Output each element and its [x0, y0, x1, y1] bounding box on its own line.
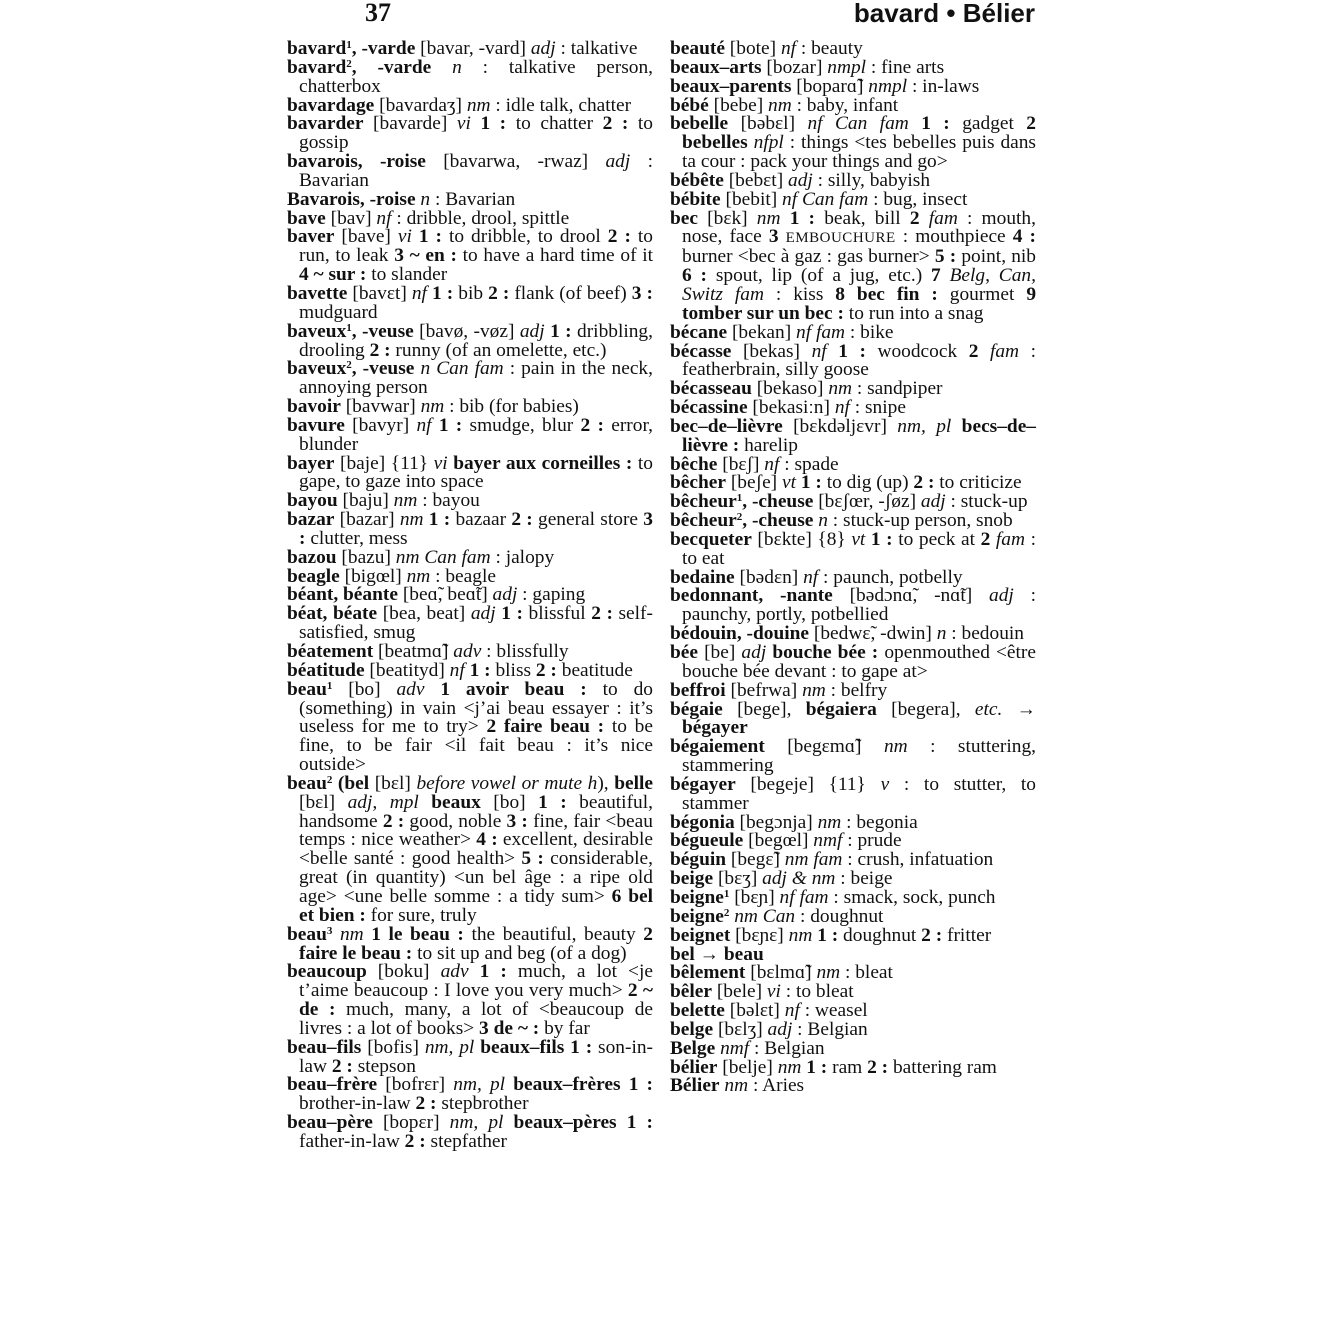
dictionary-entry: Bélier nm : Aries	[670, 1075, 805, 1097]
dictionary-entry: bébête [bebɛt] adj : silly, babyish	[670, 169, 931, 191]
dictionary-entry: bégaie [bege], bégaiera [begera], etc. → bégayer	[670, 698, 1037, 739]
dictionary-entry: belette [bəlɛt] nf : weasel	[670, 1000, 868, 1022]
dictionary-entry: bavette [bavɛt] nf 1 : bib 2 : flank (of beef) 3 : mudguard	[287, 282, 653, 323]
page-number: 37	[365, 0, 391, 27]
dictionary-entry: bégonia [begɔnja] nm : begonia	[670, 811, 918, 833]
dictionary-entry: beffroi [befrwa] nm : belfry	[670, 679, 888, 701]
dictionary-entry: bêlement [bɛlmɑ̃] nm : bleat	[670, 962, 893, 984]
dictionary-entry: bavarder [bavarde] vi 1 : to chatter 2 : to gossip	[287, 113, 653, 154]
dictionary-entry: Bavarois, -roise n : Bavarian	[287, 188, 516, 210]
dictionary-entry: belge [bɛlʒ] adj : Belgian	[670, 1018, 868, 1040]
dictionary-entry: beau$^2$ (bel [bɛl] before vowel or mute h), belle [bɛl] adj, mpl beaux [bo] 1 : beautiful, handsome 2 : good, noble 3 : fine, fair <beau temps : nice weather> 4 : excellent, desirable <belle santé : good health> 5 : considerable, great (in quantity) <un bel âge : a ripe old age> <une belle somme : a tidy sum> 6 bel et bien : for sure, truly	[287, 772, 653, 926]
dictionary-entry: becqueter [bɛkte] {8} vt 1 : to peck at 2 fam : to eat	[670, 528, 1036, 569]
dictionary-entry: beau$^3$ nm 1 le beau : the beautiful, beauty 2 faire le beau : to sit up and beg (of a dog)	[287, 923, 653, 964]
dictionary-entry: bêche [bɛʃ] nf : spade	[670, 453, 839, 475]
dictionary-entry: beige [bɛʒ] adj & nm : beige	[670, 868, 893, 890]
dictionary-entry: bazou [bazu] nm Can fam : jalopy	[287, 546, 555, 568]
dictionary-entry: beagle [bigœl] nm : beagle	[287, 565, 496, 587]
right-column	[670, 40, 1036, 1096]
dictionary-entry: beau–frère [bofrɛr] nm, pl beaux–frères 1 : brother-in-law 2 : stepbrother	[287, 1074, 654, 1115]
dictionary-entry: bel → beau	[670, 943, 764, 965]
dictionary-entry: bébé [bebe] nm : baby, infant	[670, 94, 899, 116]
dictionary-entry: bayou [baju] nm : bayou	[287, 490, 480, 512]
dictionary-entry: baveux$^2$, -veuse n Can fam : pain in the neck, annoying person	[287, 358, 653, 399]
dictionary-entry: beau–fils [bofis] nm, pl beaux–fils 1 : son-in-law 2 : stepson	[287, 1036, 653, 1077]
dictionary-entry: beaux–arts [bozar] nmpl : fine arts	[670, 56, 945, 78]
dictionary-entry: beigne$^2$ nm Can : doughnut	[670, 905, 884, 927]
dictionary-entry: bazar [bazar] nm 1 : bazaar 2 : general store 3 : clutter, mess	[287, 509, 653, 549]
dictionary-entry: bédouin, -douine [bedwɛ̃, -dwin] n : bedouin	[670, 623, 1024, 645]
dictionary-entry: bavard$^1$, -varde [bavar, -vard] adj : talkative	[287, 38, 638, 59]
dictionary-entry: bedaine [bədɛn] nf : paunch, potbelly	[670, 566, 963, 588]
dictionary-entry: bécasseau [bekaso] nm : sandpiper	[670, 378, 943, 400]
dictionary-entry: béat, béate [bea, beat] adj 1 : blissful 2 : self-satisfied, smug	[287, 603, 653, 644]
dictionary-entry: bée [be] adj bouche bée : openmouthed <être bouche bée devant : to gape at>	[670, 642, 1036, 682]
dictionary-entry: béatitude [beatityd] nf 1 : bliss 2 : beatitude	[287, 659, 633, 681]
dictionary-entry: bêcher [beʃe] vt 1 : to dig (up) 2 : to criticize	[670, 472, 1022, 494]
dictionary-entry: bégueule [begœl] nmf : prude	[670, 830, 902, 852]
page-header	[287, 0, 1035, 30]
dictionary-entry: Belge nmf : Belgian	[670, 1037, 825, 1059]
dictionary-entry: bebelle [bəbɛl] nf Can fam 1 : gadget 2 bebelles nfpl : things <tes bebelles puis dans ta cour : pack your things and go>	[670, 113, 1036, 173]
dictionary-entry: bégayer [begeje] {11} v : to stutter, to stammer	[670, 773, 1037, 814]
dictionary-entry: bélier [belje] nm 1 : ram 2 : battering ram	[670, 1056, 997, 1078]
dictionary-entry: beaux–parents [boparɑ̃] nmpl : in-laws	[670, 75, 980, 97]
dictionary-entry: béatement [beatmɑ̃] adv : blissfully	[287, 641, 569, 662]
dictionary-entry: bégaiement [begɛmɑ̃] nm : stuttering, stammering	[670, 736, 1036, 777]
dictionary-entry: baveux$^1$, -veuse [bavø, -vøz] adj 1 : dribbling, drooling 2 : runny (of an omelette, etc.)	[287, 320, 653, 361]
left-column	[287, 40, 653, 1152]
dictionary-entry: beau–père [bopɛr] nm, pl beaux–pères 1 : father-in-law 2 : stepfather	[287, 1112, 653, 1152]
dictionary-entry: beigne$^1$ [bɛɲ] nf fam : smack, sock, punch	[670, 886, 996, 908]
dictionary-entry: bavard$^2$, -varde n : talkative person, chatterbox	[287, 56, 653, 97]
dictionary-entry: bavure [bavyr] nf 1 : smudge, blur 2 : error, blunder	[287, 414, 653, 455]
dictionary-entry: bêcheur$^1$, -cheuse [bɛʃœr, -ʃøz] adj : stuck-up	[670, 491, 1028, 513]
dictionary-entry: bêcheur$^2$, -cheuse n : stuck-up person, snob	[670, 510, 1013, 532]
dictionary-entry: baver [bave] vi 1 : to dribble, to drool 2 : to run, to leak 3 ~ en : to have a hard time of it 4 ~ sur : to slander	[287, 226, 653, 286]
dictionary-entry: beauté [bote] nf : beauty	[670, 38, 863, 59]
dictionary-entry: béant, béante [beɑ̃, beɑ̃t] adj : gaping	[287, 584, 586, 606]
dictionary-entry: bedonnant, -nante [bədɔnɑ̃, -nɑ̃t] adj : paunchy, portly, potbellied	[670, 585, 1036, 626]
dictionary-entry: beignet [bɛɲɛ] nm 1 : doughnut 2 : fritter	[670, 924, 992, 946]
dictionary-entry: bêler [bele] vi : to bleat	[670, 981, 854, 1003]
running-head: bavard • Bélier	[853, 0, 1035, 28]
dictionary-entry: bavoir [bavwar] nm : bib (for babies)	[287, 396, 579, 418]
dictionary-entry: bécassine [bekasiːn] nf : snipe	[670, 397, 906, 419]
dictionary-entry: bayer [baje] {11} vi bayer aux corneilles : to gape, to gaze into space	[287, 452, 653, 493]
dictionary-entry: bec [bɛk] nm 1 : beak, bill 2 fam : mouth, nose, face 3 EMBOUCHURE : mouthpiece 4 : burner <bec à gaz : gas burner> 5 : point, nib 6 : spout, lip (of a jug, etc.) 7 Belg, Can, Switz fam : kiss 8 bec fin : gourmet 9 tomber sur un bec : to run into a snag	[670, 207, 1037, 324]
dictionary-entry: bavardage [bavardaʒ] nm : idle talk, chatter	[287, 94, 632, 116]
dictionary-entry: beau$^1$ [bo] adv 1 avoir beau : to do (something) in vain <j’ai beau essayer : it’s useless for me to try> 2 faire beau : to be fine, to be fair <il fait beau : it’s nice outside>	[287, 678, 653, 776]
dictionary-entry: beaucoup [boku] adv 1 : much, a lot <je t’aime beaucoup : I love you very much> 2 ~ de : much, many, a lot of <beaucoup de livres : a lot of books> 3 de ~ : by far	[287, 961, 653, 1039]
dictionary-entry: béguin [begɛ̃] nm fam : crush, infatuation	[670, 849, 994, 871]
dictionary-entry: bavarois, -roise [bavarwa, -rwaz] adj : Bavarian	[287, 151, 653, 191]
dictionary-entry: bave [bav] nf : dribble, drool, spittle	[287, 207, 570, 229]
dictionary-entry: bécane [bekan] nf fam : bike	[670, 321, 894, 343]
dictionary-entry: bec–de–lièvre [bɛkdəljɛvr] nm, pl becs–de–lièvre : harelip	[670, 415, 1036, 456]
dictionary-entry: bécasse [bekas] nf 1 : woodcock 2 fam : featherbrain, silly goose	[670, 340, 1036, 381]
dictionary-entry: bébite [bebit] nf Can fam : bug, insect	[670, 188, 968, 210]
